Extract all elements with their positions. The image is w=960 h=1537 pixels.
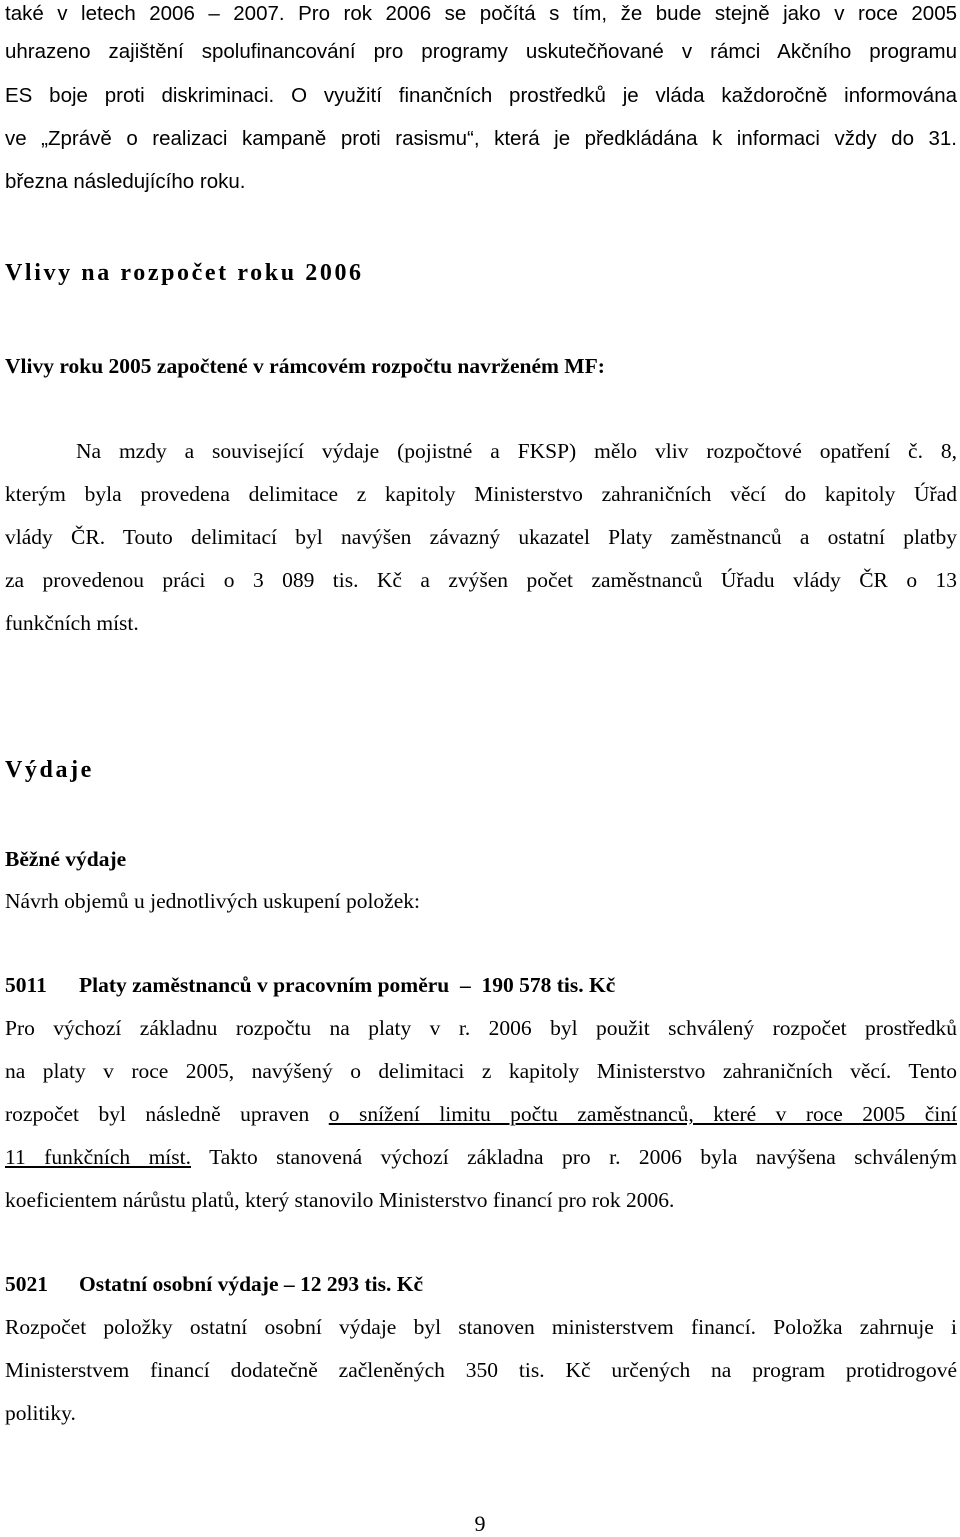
item-5021-heading [5,1270,957,1298]
item-5021-line-3: politiky. [5,1401,76,1425]
item-5011-line-2: na platy v roce 2005, navýšený o delimitaci z kapitoly Ministerstvo zahraničních věcí. Tento [5,1059,957,1083]
item-5011-heading [5,971,957,999]
item-5011-title: Platy zaměstnanců v pracovním poměru [79,973,450,997]
item-5011-line-4 [5,1143,957,1171]
item-5011-line-3 [5,1100,957,1128]
vlivy-paragraph-line-4: za provedenou práci o 3 089 tis. Kč a zvýšen počet zaměstnanců Úřadu vlády ČR o 13 [5,568,957,592]
item-5011-line-1: Pro výchozí základnu rozpočtu na platy v r. 2006 byl použit schválený rozpočet prostředků [5,1016,957,1040]
vlivy-paragraph-line-3: vlády ČR. Touto delimitací byl navýšen závazný ukazatel Platy zaměstnanců a ostatní platby [5,525,957,549]
item-5021-code: 5021 [5,1272,48,1296]
item-5021-dash: – [283,1272,295,1296]
vydaje-intro: Návrh objemů u jednotlivých uskupení položek: [5,889,420,913]
vlivy-paragraph-line-5: funkčních míst. [5,611,139,635]
vlivy-paragraph-line-1: Na mzdy a související výdaje (pojistné a FKSP) mělo vliv rozpočtové opatření č. 8, [76,439,957,463]
section-heading-vlivy: Vlivy na rozpočet roku 2006 [5,260,364,286]
vlivy-paragraph-line-2: kterým byla provedena delimitace z kapitoly Ministerstvo zahraničních věcí do kapitoly Úřad [5,482,957,506]
subheading-vlivy: Vlivy roku 2005 započtené v rámcovém rozpočtu navrženém MF: [5,354,605,378]
page-number: 9 [474,1511,486,1536]
item-5011-line-5: koeficientem nárůstu platů, který stanovilo Ministerstvo financí pro rok 2006. [5,1188,675,1212]
item-5021-amount: 12 293 tis. Kč [300,1272,424,1296]
item-5011-amount: 190 578 tis. Kč [481,973,616,997]
item-5021-title: Ostatní osobní výdaje [79,1272,279,1296]
item-5011-line-3-prefix: rozpočet byl následně upraven [5,1102,329,1126]
item-5021-line-1: Rozpočet položky ostatní osobní výdaje byl stanoven ministerstvem financí. Položka zahrnuje i [5,1315,957,1339]
intro-line-2: uhrazeno zajištění spolufinancování pro programy uskutečňované v rámci Akčního programu [5,40,957,63]
intro-line-3: ES boje proti diskriminaci. O využití finančních prostředků je vláda každoročně informována [5,84,957,107]
intro-line-5: března následujícího roku. [5,170,246,193]
item-5011-code: 5011 [5,973,47,997]
item-5011-line-4-underlined: 11 funkčních míst. [5,1145,191,1169]
item-5021-line-2: Ministerstvem financí dodatečně začleněných 350 tis. Kč určených na program protidrogové [5,1358,957,1382]
subheading-bezne-vydaje: Běžné výdaje [5,847,127,871]
item-5011-dash: – [460,973,471,997]
intro-line-4: ve „Zprávě o realizaci kampaně proti rasismu“, která je předkládána k informaci vždy do 31. [5,127,957,150]
section-heading-vydaje: Výdaje [5,757,94,783]
item-5011-line-3-underlined: o snížení limitu počtu zaměstnanců, které v roce 2005 činí [328,1102,957,1126]
item-5011-line-4-rest: Takto stanovená výchozí základna pro r. 2006 byla navýšena schváleným [191,1145,957,1169]
intro-line-1: také v letech 2006 – 2007. Pro rok 2006 se počítá s tím, že bude stejně jako v roce 2005 [5,2,957,25]
